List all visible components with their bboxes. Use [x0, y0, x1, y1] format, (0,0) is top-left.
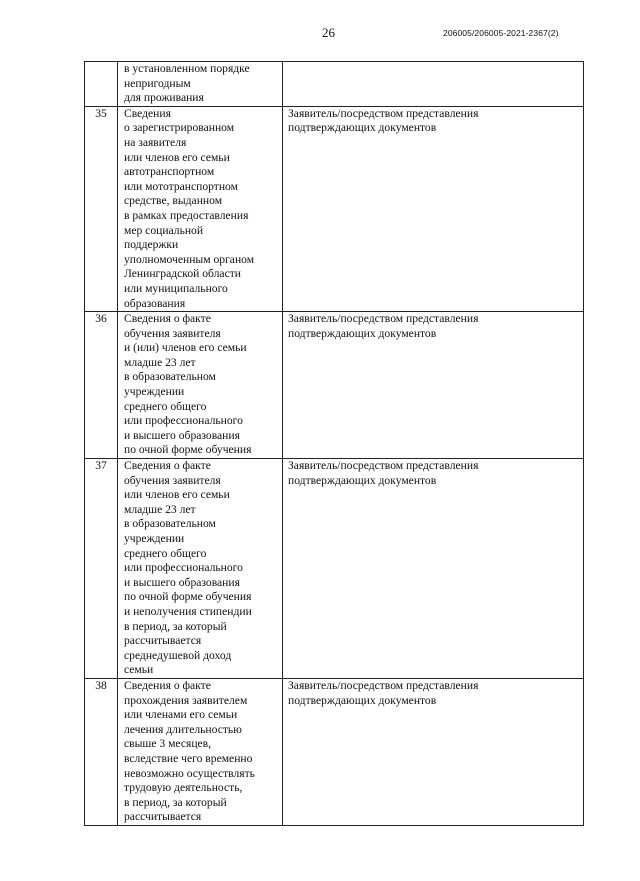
row-number: 35	[95, 106, 107, 120]
info-name-line: в рамках предоставления	[124, 208, 249, 222]
info-name-line: младше 23 лет	[124, 355, 196, 369]
info-name-line: обучения заявителя	[124, 326, 221, 340]
row-number-cell	[85, 62, 118, 107]
info-name-line: свыше 3 месяцев,	[124, 737, 212, 751]
info-name-line: в установленном порядке	[124, 62, 250, 75]
info-name-line: Сведения о факте	[124, 459, 211, 473]
info-name-line: и неполучения стипендии	[124, 604, 252, 618]
info-name-line: или членами его семьи	[124, 708, 238, 722]
info-name-line: в период, за который	[124, 619, 227, 633]
document-code: 206005/206005-2021-2367(2)	[443, 28, 559, 38]
info-name-line: и (или) членов его семьи	[124, 341, 247, 355]
info-name-line: поддержки	[124, 238, 179, 252]
info-name-line: вследствие чего временно	[124, 751, 253, 765]
info-name-line: и высшего образования	[124, 575, 240, 589]
documents-table	[84, 61, 584, 826]
row-number: 38	[95, 678, 107, 692]
info-name-line: мер социальной	[124, 223, 204, 237]
info-name-line: или членов его семьи	[124, 488, 230, 502]
info-source-line: Заявитель/посредством представления	[288, 312, 479, 326]
table-row	[85, 312, 584, 459]
info-name-line: или мототранспортном	[124, 179, 238, 193]
table-row	[85, 459, 584, 679]
info-name-line: или профессионального	[124, 561, 243, 575]
info-source-cell	[283, 459, 584, 679]
info-name-line: среднего общего	[124, 399, 207, 413]
info-name-line: обучения заявителя	[124, 473, 221, 487]
page-number: 26	[322, 25, 335, 40]
info-source-line: Заявитель/посредством представления	[288, 459, 479, 473]
info-name-line: семьи	[124, 663, 154, 677]
info-name-line: и высшего образования	[124, 428, 240, 442]
info-source-line: подтверждающих документов	[288, 693, 437, 707]
row-number-cell	[85, 312, 118, 459]
info-name-line: учреждении	[124, 532, 185, 545]
info-source-cell	[283, 106, 584, 311]
info-name-line: прохождения заявителем	[124, 693, 248, 707]
info-name-line: уполномоченным органом	[124, 252, 255, 266]
table-row	[85, 106, 584, 311]
info-name-line: о зарегистрированном	[124, 121, 235, 135]
row-number-cell	[85, 459, 118, 679]
info-name-line: Ленинградской области	[124, 267, 241, 281]
info-name-line: в образовательном	[124, 370, 216, 384]
info-name-line: учреждении	[124, 385, 185, 399]
info-name-line: Сведения о факте	[124, 312, 211, 326]
info-name-line: трудовую деятельность,	[124, 781, 243, 795]
documents-table-body	[85, 62, 584, 826]
info-name-line: на заявителя	[124, 135, 187, 149]
info-name-line: средстве, выданном	[124, 194, 223, 208]
info-source-line: Заявитель/посредством представления	[288, 106, 479, 120]
info-name-line: среднего общего	[124, 546, 207, 560]
info-name-cell	[118, 459, 283, 679]
info-name-line: или членов его семьи	[124, 150, 230, 164]
info-source-cell	[283, 312, 584, 459]
info-name-line: образования	[124, 296, 186, 310]
info-name-cell	[118, 678, 283, 825]
info-name-line: по очной форме обучения	[124, 443, 252, 457]
info-name-line: Сведения	[124, 106, 171, 120]
info-name-cell	[118, 106, 283, 311]
info-name-line: или муниципального	[124, 281, 228, 295]
info-name-line: непригодным	[124, 76, 191, 90]
table-row	[85, 678, 584, 825]
info-source-line: подтверждающих документов	[288, 473, 437, 487]
info-name-line: в период, за который	[124, 795, 227, 809]
row-number-cell	[85, 106, 118, 311]
info-name-line: для проживания	[124, 91, 204, 105]
info-name-line: рассчитывается	[124, 810, 202, 824]
info-name-line: автотранспортном	[124, 165, 215, 179]
row-number: 36	[95, 312, 107, 326]
info-source-line: подтверждающих документов	[288, 326, 437, 340]
info-name-line: младше 23 лет	[124, 502, 196, 516]
info-name-line: Сведения о факте	[124, 678, 211, 692]
info-name-line: рассчитывается	[124, 634, 202, 648]
info-name-line: невозможно осуществлять	[124, 766, 255, 780]
info-name-line: в образовательном	[124, 517, 216, 531]
info-name-cell	[118, 312, 283, 459]
info-name-line: или профессионального	[124, 414, 243, 428]
info-name-line: по очной форме обучения	[124, 590, 252, 604]
info-name-cell	[118, 62, 283, 107]
info-name-line: среднедушевой доход	[124, 648, 232, 662]
info-name-line: лечения длительностью	[124, 722, 242, 736]
info-source-cell	[283, 62, 584, 107]
info-source-line: подтверждающих документов	[288, 121, 437, 135]
row-number-cell	[85, 678, 118, 825]
row-number: 37	[95, 459, 107, 473]
info-source-line: Заявитель/посредством представления	[288, 678, 479, 692]
info-source-cell	[283, 678, 584, 825]
table-row	[85, 62, 584, 107]
